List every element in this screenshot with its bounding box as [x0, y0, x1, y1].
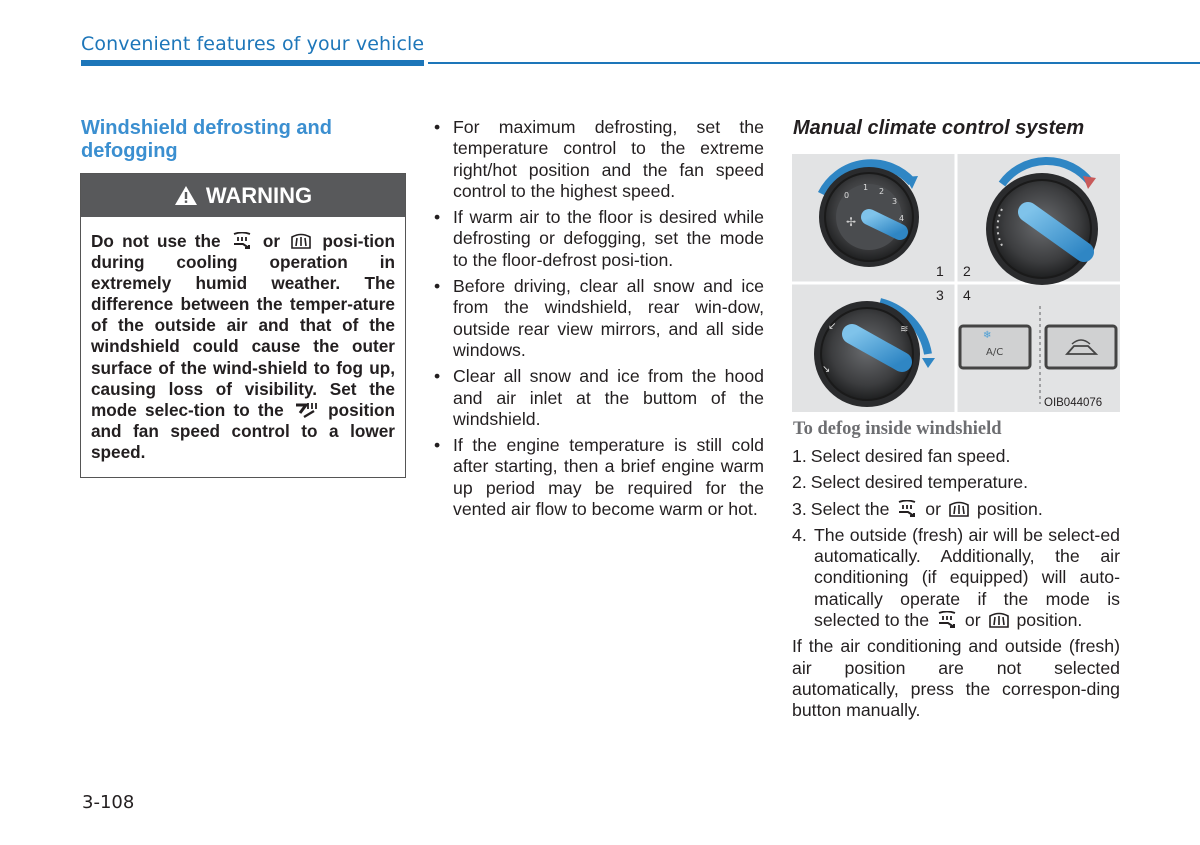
defrost-mode-icon	[988, 611, 1010, 629]
svg-text:↘: ↘	[822, 364, 831, 375]
defrost-mode-icon	[948, 500, 970, 518]
temperature-knob	[986, 161, 1098, 285]
list-item: 2. Select desired temperature.	[792, 472, 1029, 493]
warning-text-2: or	[262, 231, 281, 251]
floor-mode-icon	[294, 401, 318, 419]
fan-mark-1: 1	[863, 183, 869, 192]
ac-button-icon	[960, 326, 1030, 368]
svg-text:↙: ↙	[828, 321, 837, 332]
figure-label-1: 1	[936, 263, 944, 279]
fan-mark-2: 2	[879, 187, 885, 196]
climate-control-figure	[792, 154, 1120, 412]
defrost-mode-icon	[290, 232, 312, 250]
header-rule-thin	[428, 62, 1200, 64]
figure-label-4: 4	[963, 287, 971, 303]
list-item: 4. The outside (fresh) air will be select-ed automatically. Additionally, the air conditioning (if equipped) will auto-matically operate if the mode is selected to the or position.	[792, 524, 1120, 631]
warning-text	[81, 217, 405, 463]
list-item: • For maximum defrosting, set the temperature control to the extreme right/hot position and the fan speed control to the highest speed.	[434, 117, 764, 201]
caption-title: To defog inside windshield	[793, 419, 1002, 439]
subsection-title: Manual climate control system	[793, 117, 1085, 139]
svg-text:✢: ✢	[846, 215, 857, 229]
floor-defrost-mode-icon	[231, 232, 253, 250]
bullet-list	[434, 117, 764, 525]
fan-mark-0: 0	[844, 191, 850, 200]
floor-defrost-mode-icon	[936, 611, 958, 629]
ac-label: A/C	[986, 347, 1004, 358]
svg-text:≋: ≋	[900, 324, 909, 335]
section-title: Windshield defrosting and defogging	[81, 117, 332, 162]
trailing-paragraph: If the air conditioning and outside (fresh) air position are not selected automatically, press the correspon-ding button manually.	[792, 636, 1120, 721]
fan-mark-4: 4	[899, 214, 905, 223]
recirculation-button-icon	[1046, 326, 1116, 368]
warning-header	[81, 174, 405, 217]
figure-label-3: 3	[936, 287, 944, 303]
fan-speed-knob	[819, 164, 919, 267]
warning-box	[80, 173, 406, 478]
figure-code: OIB044076	[1044, 397, 1103, 409]
warning-text-1: Do not use the	[91, 231, 221, 251]
svg-text:❄: ❄	[983, 330, 992, 341]
climate-control-illustration	[792, 154, 1120, 412]
list-item: • If the engine temperature is still cold after starting, then a brief engine warm up period may be required for the vented air flow to become warm or hot.	[434, 435, 764, 520]
list-item: 1. Select desired fan speed.	[792, 446, 1011, 466]
floor-defrost-mode-icon	[896, 500, 918, 518]
header-rule-thick	[81, 60, 424, 66]
list-item: • If warm air to the floor is desired while defrosting or defogging, set the mode to the floor-defrost posi-tion.	[434, 207, 764, 270]
list-item: 3. Select the or position.	[792, 498, 1043, 519]
warning-text-4: position and fan speed control to a lower speed.	[91, 399, 395, 462]
list-item: • Clear all snow and ice from the hood and air inlet at the buttom of the windshield.	[434, 366, 764, 429]
warning-triangle-icon	[174, 185, 198, 206]
figure-label-2: 2	[963, 263, 971, 279]
fan-mark-3: 3	[892, 197, 898, 206]
steps-list	[792, 446, 1120, 722]
page-number: 3-108	[82, 792, 135, 813]
warning-label: WARNING	[205, 182, 313, 208]
list-item: • Before driving, clear all snow and ice from the windshield, rear win-dow, outside rear view mirrors, and all side windows.	[434, 276, 764, 360]
running-header: Convenient features of your vehicle	[81, 33, 425, 55]
mode-knob	[814, 301, 935, 407]
warning-text-3: posi-tion during cooling operation in extremely humid weather. The difference between the temper-ature of the outside air and that of the windshield could cause the outer surface of the wind-shield to fog up, causing loss of visibility. Set the mode selec-tion to the	[91, 231, 395, 420]
